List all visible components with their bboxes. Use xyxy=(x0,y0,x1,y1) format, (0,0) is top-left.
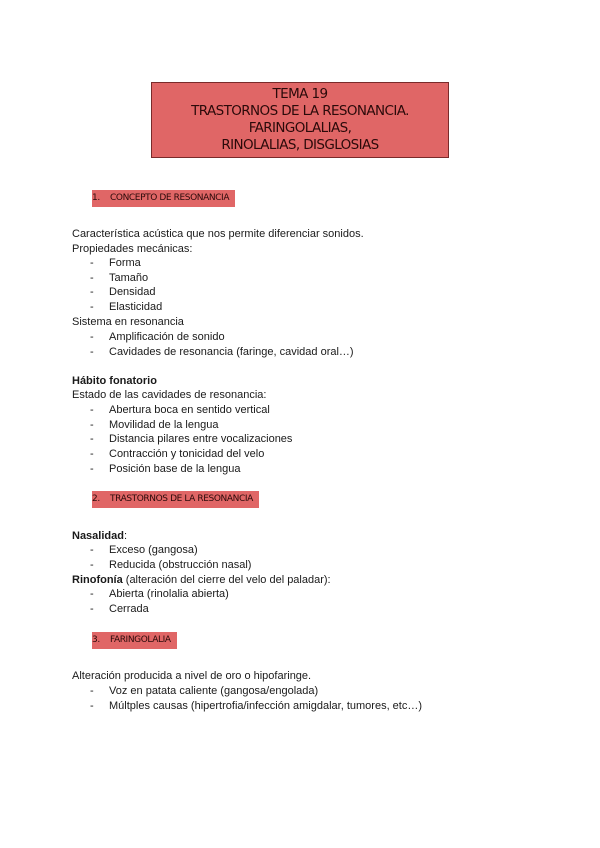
list-item-text: Exceso (gangosa) xyxy=(109,544,198,556)
list-item-text: Densidad xyxy=(109,286,156,298)
section-number: 2. xyxy=(92,494,100,504)
section-label: CONCEPTO DE RESONANCIA xyxy=(110,193,230,203)
subheading: Sistema en resonancia xyxy=(72,316,184,328)
list-item xyxy=(90,403,270,417)
list-item-text: Tamaño xyxy=(109,272,149,284)
list-item-text: Múltples causas (hipertrofia/infección amigdalar, tumores, etc…) xyxy=(109,700,423,712)
paragraph: Característica acústica que nos permite diferenciar sonidos. xyxy=(72,228,364,240)
list-item-text: Amplificación de sonido xyxy=(109,331,225,343)
section-label: TRASTORNOS DE LA RESONANCIA xyxy=(110,494,253,504)
bold-term: Nasalidad xyxy=(72,530,124,542)
list-item-text: Elasticidad xyxy=(109,301,163,313)
subheading: Propiedades mecánicas: xyxy=(72,243,193,255)
list-item xyxy=(90,256,141,270)
bullet-dash: - xyxy=(90,286,94,298)
title-line-3: RINOLALIAS, DISGLOSIAS xyxy=(221,137,379,153)
bullet-dash: - xyxy=(90,685,94,697)
list-item xyxy=(90,699,422,713)
list-item xyxy=(90,330,225,344)
list-item xyxy=(90,285,155,299)
bold-heading: Hábito fonatorio xyxy=(72,375,157,387)
bold-term: Rinofonía xyxy=(72,574,123,586)
list-item xyxy=(90,271,148,285)
list-item-text: Cerrada xyxy=(109,603,149,615)
bullet-dash: - xyxy=(90,544,94,556)
list-item xyxy=(90,447,264,461)
term-colon: : xyxy=(123,530,128,542)
title-line-1: TEMA 19 xyxy=(272,86,328,102)
subheading: Estado de las cavidades de resonancia: xyxy=(72,389,267,401)
bullet-dash: - xyxy=(90,404,94,416)
list-item xyxy=(90,345,354,359)
document-title-box xyxy=(151,82,449,158)
bullet-dash: - xyxy=(90,331,94,343)
bullet-dash: - xyxy=(90,433,94,445)
list-item xyxy=(90,300,162,314)
bullet-dash: - xyxy=(90,448,94,460)
list-item xyxy=(90,418,218,432)
list-item xyxy=(90,543,198,557)
list-item-text: Distancia pilares entre vocalizaciones xyxy=(109,433,293,445)
bullet-dash: - xyxy=(90,603,94,615)
section-number: 3. xyxy=(92,635,100,645)
bullet-dash: - xyxy=(90,301,94,313)
bullet-dash: - xyxy=(90,257,94,269)
section-label: FARINGOLALIA xyxy=(110,635,171,645)
list-item-text: Forma xyxy=(109,257,141,269)
list-item-text: Reducida (obstrucción nasal) xyxy=(109,559,252,571)
list-item-text: Cavidades de resonancia (faringe, cavidad oral…) xyxy=(109,346,354,358)
list-item xyxy=(90,684,318,698)
section-heading-1 xyxy=(92,190,235,207)
subheading xyxy=(72,529,127,543)
bullet-dash: - xyxy=(90,272,94,284)
list-item-text: Contracción y tonicidad del velo xyxy=(109,448,265,460)
bullet-dash: - xyxy=(90,419,94,431)
list-item-text: Abertura boca en sentido vertical xyxy=(109,404,270,416)
list-item xyxy=(90,587,229,601)
list-item-text: Abierta (rinolalia abierta) xyxy=(109,588,229,600)
title-line-2: TRASTORNOS DE LA RESONANCIA. FARINGOLALIAS, xyxy=(191,103,409,136)
section-number: 1. xyxy=(92,193,100,203)
list-item xyxy=(90,432,292,446)
section-heading-2 xyxy=(92,491,259,508)
paragraph: Alteración producida a nivel de oro o hipofaringe. xyxy=(72,670,312,682)
bullet-dash: - xyxy=(90,463,94,475)
list-item xyxy=(90,462,240,476)
term-description: (alteración del cierre del velo del paladar): xyxy=(122,574,331,586)
bullet-dash: - xyxy=(90,700,94,712)
bullet-dash: - xyxy=(90,588,94,600)
list-item-text: Movilidad de la lengua xyxy=(109,419,219,431)
bullet-dash: - xyxy=(90,559,94,571)
list-item-text: Posición base de la lengua xyxy=(109,463,241,475)
list-item-text: Voz en patata caliente (gangosa/engolada) xyxy=(109,685,319,697)
bullet-dash: - xyxy=(90,346,94,358)
list-item xyxy=(90,602,149,616)
list-item xyxy=(90,558,251,572)
subheading xyxy=(72,573,331,587)
section-heading-3 xyxy=(92,632,177,649)
